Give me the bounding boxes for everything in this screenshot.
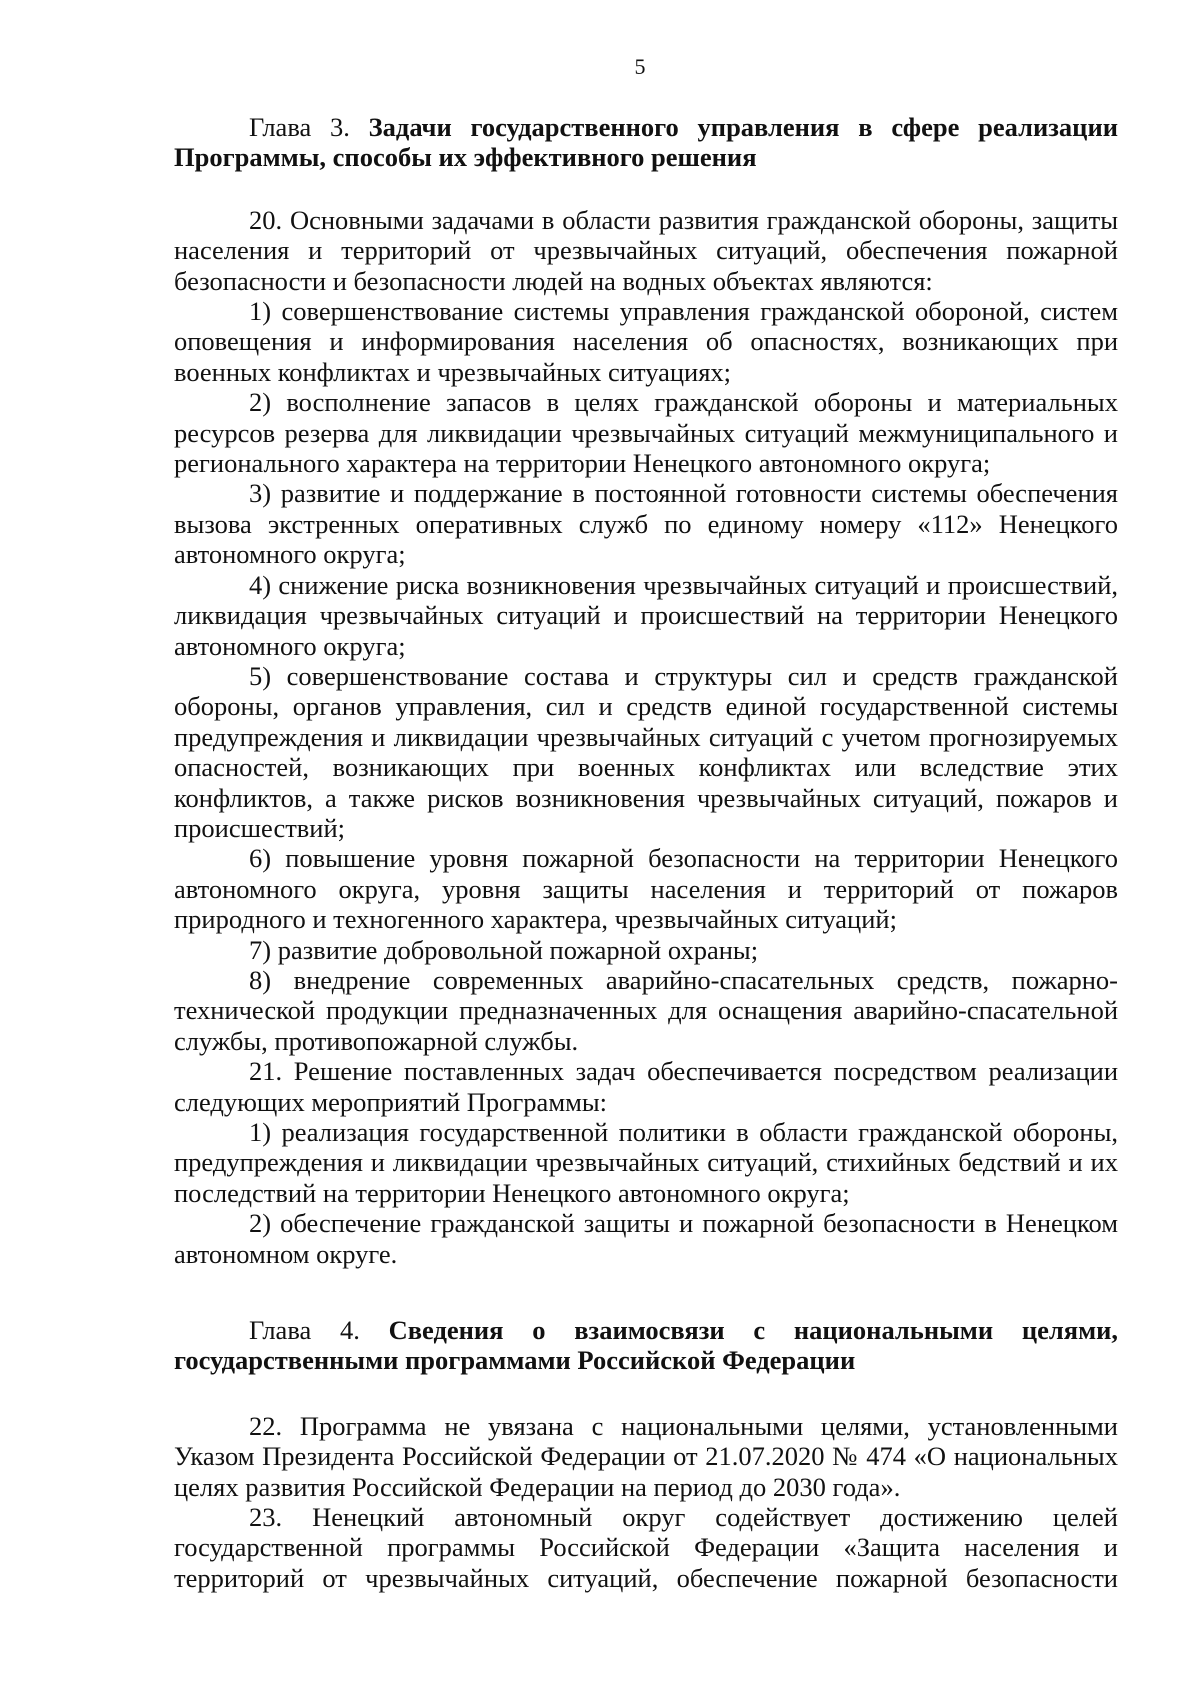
section-20-item-3: 3) развитие и поддержание в постоянной готовности системы обеспечения вызова экстренных оперативных служб по единому номеру «112» Ненецкого автономного округа; — [174, 478, 1118, 570]
section-20-item-8: 8) внедрение современных аварийно-спасательных средств, пожарно-технической продукции предназначенных для оснащения аварийно-спасательной службы, противопожарной службы. — [174, 964, 1118, 1056]
section-20-item-6: 6) повышение уровня пожарной безопасности на территории Ненецкого автономного округа, уровня защиты населения и территорий от пожаров природного и техногенного характера, чрезвычайных ситуаций; — [174, 843, 1118, 935]
chapter-3-heading — [174, 112, 1118, 173]
page-number: 5 — [634, 54, 646, 79]
section-23-text: 23. Ненецкий автономный округ содействует достижению целей государственной программы Российской Федерации «Защита населения и территорий от чрезвычайных ситуаций, обеспечение пожарной безопасности — [174, 1502, 1118, 1593]
chapter-4-heading — [174, 1315, 1118, 1376]
chapter-4-label: Глава 4. — [249, 1315, 360, 1346]
section-20-item-7: 7) развитие добровольной пожарной охраны; — [249, 934, 759, 965]
section-21-item-2: 2) обеспечение гражданской защиты и пожарной безопасности в Ненецком автономном округе. — [174, 1208, 1118, 1269]
section-21-item-1: 1) реализация государственной политики в области гражданской обороны, предупреждения и ликвидации чрезвычайных ситуаций, стихийных бедствий и их последствий на территории Ненецкого автономного округа; — [174, 1117, 1118, 1208]
section-20-item-5: 5) совершенствование состава и структуры сил и средств гражданской обороны, органов управления, сил и средств единой государственной системы предупреждения и ликвидации чрезвычайных ситуаций с учетом прогнозируемых опасностей, возникающих при военных конфликтах или вследствие этих конфликтов, а также рисков возникновения чрезвычайных ситуаций, пожаров и происшествий; — [174, 660, 1118, 843]
section-21-intro: 21. Решение поставленных задач обеспечивается посредством реализации следующих мероприятий Программы: — [174, 1056, 1118, 1117]
section-20-item-4: 4) снижение риска возникновения чрезвычайных ситуаций и происшествий, ликвидация чрезвычайных ситуаций и происшествий на территории Ненецкого автономного округа; — [174, 569, 1118, 661]
chapter-4-title: Сведения о взаимосвязи с национальными целями, государственными программами Российской Федерации — [174, 1315, 1119, 1376]
chapter-3-label: Глава 3. — [249, 112, 350, 142]
page-content — [174, 112, 1118, 1593]
section-20-item-2: 2) восполнение запасов в целях гражданской обороны и материальных ресурсов резерва для ликвидации чрезвычайных ситуаций межмуниципального и регионального характера на территории Ненецкого автономного округа; — [174, 387, 1118, 479]
section-22-text: 22. Программа не увязана с национальными целями, установленными Указом Президента Российской Федерации от 21.07.2020 № 474 «О национальных целях развития Российской Федерации на период до 2030 года». — [174, 1410, 1118, 1502]
section-20-intro: 20. Основными задачами в области развития гражданской обороны, защиты населения и территорий от чрезвычайных ситуаций, обеспечения пожарной безопасности и безопасности людей на водных объектах являются: — [174, 204, 1118, 296]
chapter-3-title: Задачи государственного управления в сфере реализации Программы, способы их эффективного решения — [174, 112, 1118, 173]
section-20-item-1: 1) совершенствование системы управления гражданской обороной, систем оповещения и информирования населения об опасностях, возникающих при военных конфликтах и чрезвычайных ситуациях; — [174, 296, 1118, 387]
